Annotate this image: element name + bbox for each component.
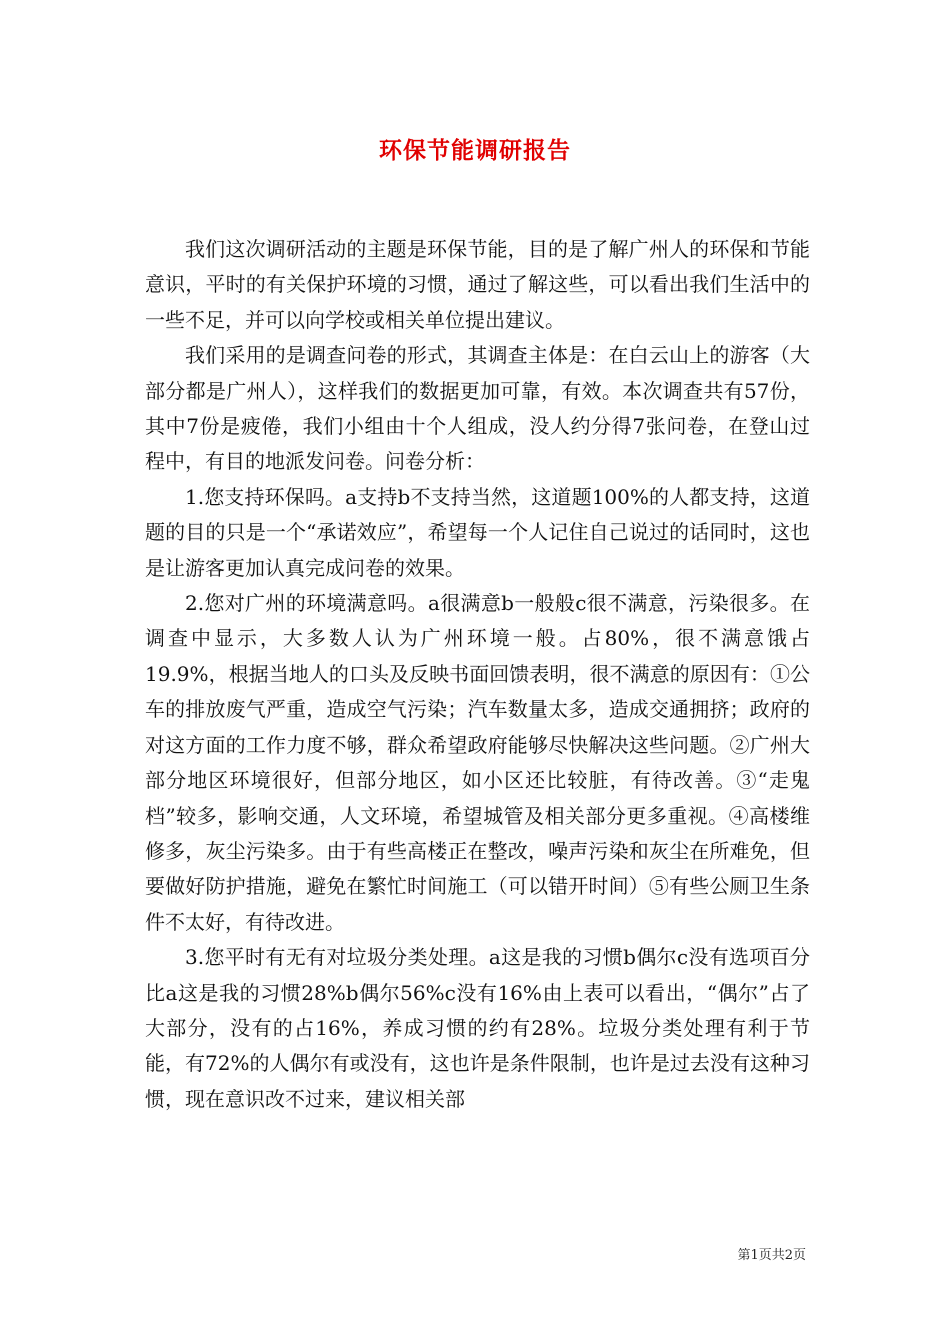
document-title: 环保节能调研报告 (379, 137, 571, 164)
paragraph-question-3: 3.您平时有无有对垃圾分类处理。a这是我的习惯b偶尔c没有选项百分比a这是我的习惯28%b偶尔56%c没有16%由上表可以看出，“偶尔”占了大部分，没有的占16%，养成习惯的约有28%。垃圾分类处理有利于节能，有72%的人偶尔有或没有，这也许是条件限制，也许是过去没有这种习惯，现在意识改不过来，建议相关部 (145, 945, 810, 1111)
paragraph-question-2: 2.您对广州的环境满意吗。a很满意b一般般c很不满意，污染很多。在调查中显示，大多数人认为广州环境一般。占80%，很不满意饿占19.9%，根据当地人的口头及反映书面回馈表明，很不满意的原因有：①公车的排放废气严重，造成空气污染；汽车数量太多，造成交通拥挤；政府的对这方面的工作力度不够，群众希望政府能够尽快解决这些问题。②广州大部分地区环境很好，但部分地区，如小区还比较脏，有待改善。③“走鬼档”较多，影响交通，人文环境，希望城管及相关部分更多重视。④高楼维修多，灰尘污染多。由于有些高楼正在整改，噪声污染和灰尘在所难免，但要做好防护措施，避免在繁忙时间施工（可以错开时间）⑤有些公厕卫生条件不太好，有待改进。 (145, 591, 810, 934)
page-number-footer: 第1页共2页 (737, 1248, 806, 1263)
document-body (145, 232, 810, 1117)
paragraph-question-1: 1.您支持环保吗。a支持b不支持当然，这道题100%的人都支持，这道题的目的只是一个“承诺效应”，希望每一个人记住自己说过的话同时，这也是让游客更加认真完成问卷的效果。 (145, 484, 810, 580)
paragraph-method: 我们采用的是调查问卷的形式，其调查主体是：在白云山上的游客（大部分都是广州人），这样我们的数据更加可靠，有效。本次调查共有57份，其中7份是疲倦，我们小组由十个人组成，没人约分得7张问卷，在登山过程中，有目的地派发问卷。问卷分析： (145, 343, 810, 474)
paragraph-intro: 我们这次调研活动的主题是环保节能，目的是了解广州人的环保和节能意识，平时的有关保护环境的习惯，通过了解这些，可以看出我们生活中的一些不足，并可以向学校或相关单位提出建议。 (145, 237, 810, 332)
